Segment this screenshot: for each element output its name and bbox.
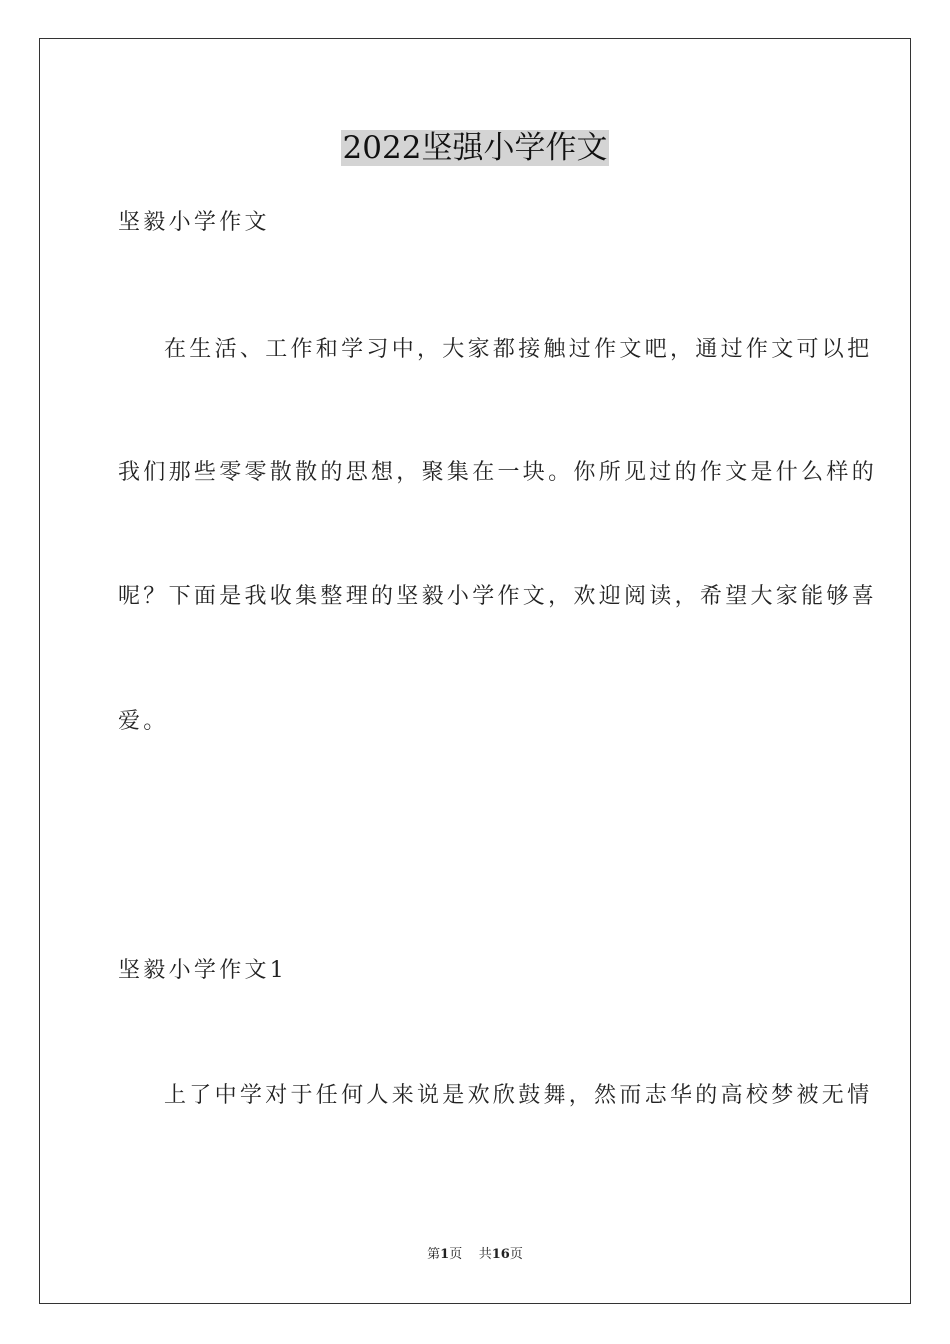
section-heading-intro: 坚毅小学作文 — [118, 210, 270, 235]
current-page-number: 1 — [440, 1247, 450, 1262]
title-text: 2022坚强小学作文 — [342, 130, 608, 166]
page-footer — [0, 1246, 950, 1264]
paragraph-line: 呢？下面是我收集整理的坚毅小学作文，欢迎阅读，希望大家能够喜 — [118, 584, 878, 609]
paragraph-line: 我们那些零零散散的思想，聚集在一块。你所见过的作文是什么样的 — [118, 460, 878, 485]
page-label-prefix: 第 — [427, 1247, 441, 1262]
total-page-count: 16 — [491, 1247, 510, 1262]
total-label-prefix: 共 — [478, 1247, 492, 1262]
page-label-suffix: 页 — [449, 1247, 463, 1262]
section-heading-essay-1: 坚毅小学作文1 — [118, 958, 288, 983]
total-label-suffix: 页 — [509, 1247, 523, 1262]
paragraph-line: 上了中学对于任何人来说是欢欣鼓舞，然而志华的高校梦被无情 — [164, 1083, 873, 1108]
document-title — [0, 128, 950, 168]
paragraph-line: 爱。 — [118, 709, 169, 734]
paragraph-line: 在生活、工作和学习中，大家都接触过作文吧，通过作文可以把 — [164, 337, 873, 362]
